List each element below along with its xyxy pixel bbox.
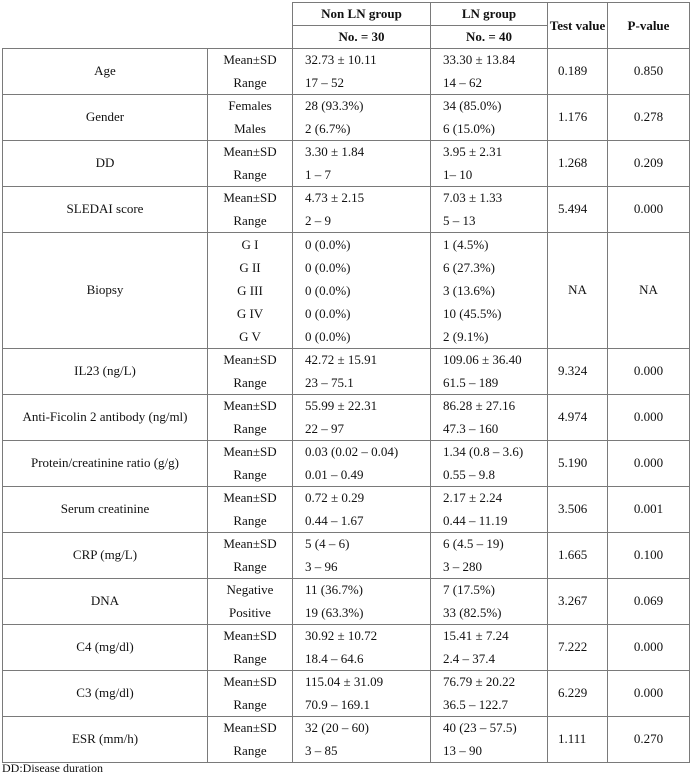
sub-label: Range — [233, 558, 267, 574]
table-row — [3, 95, 690, 141]
ln-value: 2 (9.1%) — [443, 329, 489, 344]
ln-value: 40 (23 – 57.5) — [443, 720, 517, 735]
ln-value: 10 (45.5%) — [443, 306, 502, 321]
parameter-name: ESR (mm/h) — [3, 717, 208, 763]
p-value: 0.270 — [608, 717, 690, 763]
sub-label: Range — [233, 512, 267, 528]
sub-label: Mean±SD — [223, 144, 277, 159]
sub-label-cell — [208, 49, 293, 95]
sub-label-cell — [208, 671, 293, 717]
table-row — [3, 187, 690, 233]
non-ln-value: 115.04 ± 31.09 — [305, 674, 384, 689]
non-ln-value: 23 – 75.1 — [305, 374, 354, 390]
sub-label: Negative — [226, 582, 274, 597]
p-value: 0.000 — [608, 441, 690, 487]
non-ln-value: 19 (63.3%) — [305, 604, 364, 620]
p-value: 0.000 — [608, 187, 690, 233]
non-ln-value: 0.44 – 1.67 — [305, 512, 364, 528]
sub-label: Range — [233, 374, 267, 390]
p-value: 0.000 — [608, 349, 690, 395]
sub-label: Range — [233, 166, 267, 182]
sub-label: Mean±SD — [223, 52, 277, 67]
non-ln-values — [293, 441, 431, 487]
non-ln-value: 11 (36.7%) — [305, 582, 364, 597]
ln-value: 33.30 ± 13.84 — [443, 52, 516, 67]
p-value: 0.001 — [608, 487, 690, 533]
p-value: 0.278 — [608, 95, 690, 141]
test-value: 6.229 — [548, 671, 608, 717]
sub-label-cell — [208, 141, 293, 187]
ln-value: 34 (85.0%) — [443, 98, 502, 113]
ln-value: 36.5 – 122.7 — [443, 696, 508, 712]
ln-value: 3.95 ± 2.31 — [443, 144, 503, 159]
non-ln-value: 18.4 – 64.6 — [305, 650, 364, 666]
non-ln-value: 0.72 ± 0.29 — [305, 490, 365, 505]
sub-label: Range — [233, 696, 267, 712]
parameter-name: Gender — [3, 95, 208, 141]
ln-values — [431, 717, 548, 763]
ln-value: 47.3 – 160 — [443, 420, 499, 436]
p-value: 0.850 — [608, 49, 690, 95]
ln-value: 2.17 ± 2.24 — [443, 490, 503, 505]
sub-label-cell — [208, 441, 293, 487]
parameter-name: Age — [3, 49, 208, 95]
ln-value: 5 – 13 — [443, 212, 476, 228]
ln-values — [431, 349, 548, 395]
non-ln-values — [293, 233, 431, 349]
ln-values — [431, 95, 548, 141]
test-value: 1.268 — [548, 141, 608, 187]
test-value: 5.190 — [548, 441, 608, 487]
ln-values — [431, 233, 548, 349]
ln-value: 1– 10 — [443, 166, 473, 182]
ln-values — [431, 533, 548, 579]
parameter-name: C3 (mg/dl) — [3, 671, 208, 717]
non-ln-value: 28 (93.3%) — [305, 98, 364, 113]
sub-label-cell — [208, 487, 293, 533]
table-body — [3, 49, 690, 763]
sub-label-cell — [208, 95, 293, 141]
ln-value: 1 (4.5%) — [443, 237, 489, 252]
sub-label: G IV — [236, 306, 264, 321]
non-ln-value: 0 (0.0%) — [305, 306, 351, 321]
header-blank — [3, 3, 293, 49]
sub-label: Positive — [229, 604, 271, 620]
non-ln-value: 0 (0.0%) — [305, 329, 351, 344]
sub-label-cell — [208, 395, 293, 441]
sub-label: Range — [233, 212, 267, 228]
non-ln-value: 0 (0.0%) — [305, 237, 351, 252]
p-value: 0.209 — [608, 141, 690, 187]
test-value: 1.176 — [548, 95, 608, 141]
sub-label: Range — [233, 420, 267, 436]
non-ln-value: 42.72 ± 15.91 — [305, 352, 378, 367]
ln-values — [431, 395, 548, 441]
non-ln-values — [293, 349, 431, 395]
non-ln-value: 22 – 97 — [305, 420, 344, 436]
table-row — [3, 395, 690, 441]
sub-label-cell — [208, 625, 293, 671]
non-ln-value: 2 – 9 — [305, 212, 331, 228]
sub-label: Mean±SD — [223, 398, 277, 413]
sub-label: Range — [233, 742, 267, 758]
header-row-1 — [3, 3, 690, 26]
ln-value: 33 (82.5%) — [443, 604, 502, 620]
sub-label: Mean±SD — [223, 628, 277, 643]
ln-values — [431, 441, 548, 487]
sub-label-cell — [208, 233, 293, 349]
parameter-name: Protein/creatinine ratio (g/g) — [3, 441, 208, 487]
header-p-value: P-value — [608, 3, 690, 49]
ln-value: 61.5 – 189 — [443, 374, 499, 390]
non-ln-values — [293, 717, 431, 763]
table-row — [3, 233, 690, 349]
sub-label: Males — [234, 120, 266, 136]
test-value: 1.665 — [548, 533, 608, 579]
ln-value: 15.41 ± 7.24 — [443, 628, 509, 643]
sub-label: G I — [241, 237, 259, 252]
p-value: 0.069 — [608, 579, 690, 625]
non-ln-values — [293, 49, 431, 95]
ln-value: 1.34 (0.8 – 3.6) — [443, 444, 524, 459]
ln-value: 6 (4.5 – 19) — [443, 536, 504, 551]
header-non-ln-group: Non LN group — [293, 3, 431, 26]
non-ln-values — [293, 671, 431, 717]
results-table — [2, 2, 690, 763]
ln-value: 6 (15.0%) — [443, 120, 495, 136]
table-row — [3, 533, 690, 579]
ln-values — [431, 141, 548, 187]
non-ln-values — [293, 533, 431, 579]
p-value: 0.000 — [608, 671, 690, 717]
header-test-value: Test value — [548, 3, 608, 49]
test-value: 1.111 — [548, 717, 608, 763]
header-non-ln-count: No. = 30 — [293, 26, 431, 49]
non-ln-values — [293, 395, 431, 441]
table-row — [3, 717, 690, 763]
non-ln-value: 3.30 ± 1.84 — [305, 144, 365, 159]
non-ln-value: 3 – 85 — [305, 742, 338, 758]
ln-value: 3 – 280 — [443, 558, 482, 574]
test-value: 4.974 — [548, 395, 608, 441]
table-row — [3, 671, 690, 717]
non-ln-value: 32 (20 – 60) — [305, 720, 369, 735]
parameter-name: CRP (mg/L) — [3, 533, 208, 579]
non-ln-value: 0 (0.0%) — [305, 283, 351, 298]
table-row — [3, 49, 690, 95]
non-ln-value: 32.73 ± 10.11 — [305, 52, 377, 67]
ln-value: 109.06 ± 36.40 — [443, 352, 522, 367]
ln-values — [431, 49, 548, 95]
sub-label: Females — [228, 98, 272, 113]
sub-label-cell — [208, 187, 293, 233]
non-ln-value: 0.01 – 0.49 — [305, 466, 364, 482]
parameter-name: Serum creatinine — [3, 487, 208, 533]
header-ln-count: No. = 40 — [431, 26, 548, 49]
sub-label: G V — [239, 329, 261, 344]
non-ln-values — [293, 187, 431, 233]
footnote: DD:Disease duration — [2, 761, 103, 775]
sub-label: G II — [239, 260, 261, 275]
non-ln-value: 17 – 52 — [305, 74, 344, 90]
sub-label: Mean±SD — [223, 674, 277, 689]
p-value: NA — [608, 233, 690, 349]
table-row — [3, 487, 690, 533]
ln-values — [431, 487, 548, 533]
non-ln-values — [293, 579, 431, 625]
sub-label: Range — [233, 74, 267, 90]
sub-label: Range — [233, 650, 267, 666]
sub-label: Mean±SD — [223, 490, 277, 505]
table-row — [3, 349, 690, 395]
sub-label: Mean±SD — [223, 444, 277, 459]
test-value: 9.324 — [548, 349, 608, 395]
ln-value: 14 – 62 — [443, 74, 482, 90]
p-value: 0.000 — [608, 625, 690, 671]
sub-label-cell — [208, 579, 293, 625]
ln-value: 0.55 – 9.8 — [443, 466, 495, 482]
table-row — [3, 441, 690, 487]
sub-label: Range — [233, 466, 267, 482]
non-ln-value: 55.99 ± 22.31 — [305, 398, 378, 413]
table-row — [3, 141, 690, 187]
sub-label: Mean±SD — [223, 190, 277, 205]
non-ln-value: 5 (4 – 6) — [305, 536, 350, 551]
parameter-name: IL23 (ng/L) — [3, 349, 208, 395]
non-ln-value: 0.03 (0.02 – 0.04) — [305, 444, 399, 459]
sub-label-cell — [208, 533, 293, 579]
sub-label: Mean±SD — [223, 352, 277, 367]
parameter-name: Biopsy — [3, 233, 208, 349]
ln-values — [431, 671, 548, 717]
header-ln-group: LN group — [431, 3, 548, 26]
non-ln-values — [293, 141, 431, 187]
sub-label: Mean±SD — [223, 536, 277, 551]
parameter-name: DNA — [3, 579, 208, 625]
ln-value: 6 (27.3%) — [443, 260, 495, 275]
test-value: 3.267 — [548, 579, 608, 625]
ln-values — [431, 625, 548, 671]
non-ln-values — [293, 95, 431, 141]
test-value: NA — [548, 233, 608, 349]
ln-value: 0.44 – 11.19 — [443, 512, 508, 528]
parameter-name: Anti-Ficolin 2 antibody (ng/ml) — [3, 395, 208, 441]
sub-label-cell — [208, 717, 293, 763]
ln-value: 3 (13.6%) — [443, 283, 495, 298]
ln-values — [431, 187, 548, 233]
ln-value: 13 – 90 — [443, 742, 482, 758]
parameter-name: DD — [3, 141, 208, 187]
non-ln-value: 1 – 7 — [305, 166, 331, 182]
table-row — [3, 579, 690, 625]
non-ln-value: 0 (0.0%) — [305, 260, 351, 275]
non-ln-value: 30.92 ± 10.72 — [305, 628, 378, 643]
p-value: 0.100 — [608, 533, 690, 579]
sub-label-cell — [208, 349, 293, 395]
test-value: 3.506 — [548, 487, 608, 533]
ln-value: 7 (17.5%) — [443, 582, 495, 597]
non-ln-value: 2 (6.7%) — [305, 120, 351, 136]
ln-value: 86.28 ± 27.16 — [443, 398, 516, 413]
test-value: 0.189 — [548, 49, 608, 95]
parameter-name: SLEDAI score — [3, 187, 208, 233]
ln-value: 7.03 ± 1.33 — [443, 190, 503, 205]
sub-label: G III — [237, 283, 263, 298]
parameter-name: C4 (mg/dl) — [3, 625, 208, 671]
test-value: 5.494 — [548, 187, 608, 233]
test-value: 7.222 — [548, 625, 608, 671]
sub-label: Mean±SD — [223, 720, 277, 735]
p-value: 0.000 — [608, 395, 690, 441]
ln-value: 76.79 ± 20.22 — [443, 674, 516, 689]
non-ln-value: 70.9 – 169.1 — [305, 696, 370, 712]
ln-values — [431, 579, 548, 625]
non-ln-value: 4.73 ± 2.15 — [305, 190, 365, 205]
non-ln-values — [293, 487, 431, 533]
non-ln-value: 3 – 96 — [305, 558, 338, 574]
non-ln-values — [293, 625, 431, 671]
ln-value: 2.4 – 37.4 — [443, 650, 495, 666]
table-row — [3, 625, 690, 671]
